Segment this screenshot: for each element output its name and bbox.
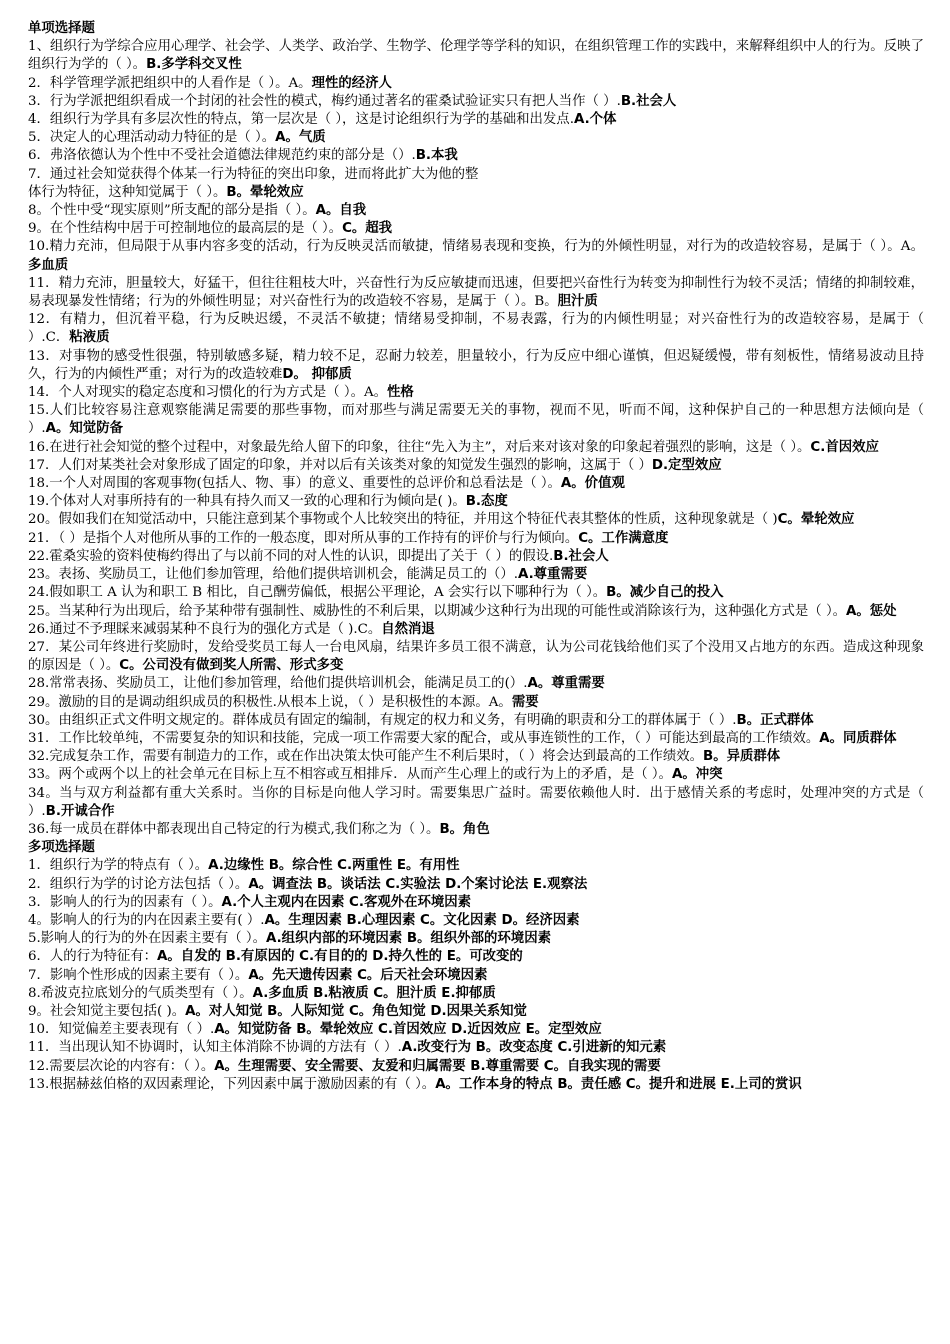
multiple-question [28,1076,924,1094]
question-text: 4．组织行为学具有多层次性的特点，第一层次是（ ），这是讨论组织行为学的基础和出发点. [28,112,574,128]
answer-text: B.社会人 [620,93,677,109]
question-text: 32.完成复杂工作，需要有制造力的工作，或在作出决策太快可能产生不利后果时，（ ）将会达到最高的工作绩效。 [28,749,703,765]
single-question [28,311,924,347]
single-question [28,785,924,821]
single-question [28,712,924,730]
single-question [28,475,924,493]
single-question [28,821,924,839]
answer-text: C。工作满意度 [578,530,669,546]
single-question [28,439,924,457]
single-question [28,129,924,147]
answer-text: B。晕轮效应 [226,184,304,200]
question-text: 8。个性中受“现实原则”所支配的部分是指（ ）。 [28,203,316,219]
answer-text: A。冲突 [671,767,723,783]
question-text: 11．精力充沛，胆量较大，好猛干，但往往粗枝大叶，兴奋性行为反应敏捷而迅速，但要把兴奋性行为转变为抑制性行为较不灵活；情绪的抑制较难，易表现暴发性情绪；行为的外倾性明显；对兴奋性行为的改造较不容易，是属于（ ）。B。 [28,275,924,310]
question-text: 6．人的行为特征有： [28,949,158,965]
question-text: 2．组织行为学的讨论方法包括（ ）。 [28,876,249,892]
question-text: 7．影响个性形成的因素主要有（ ）。 [28,967,249,983]
multiple-question [28,1058,924,1076]
answer-text: A。知觉防备 B。晕轮效应 C.首因效应 D.近因效应 E。定型效应 [214,1022,602,1038]
single-question [28,220,924,238]
question-text: 18.一个人对周围的客观事物(包括人、物、事）的意义、重要性的总评价和总看法是（ ）。 [28,476,561,492]
single-question [28,639,924,675]
question-text: 36.每一成员在群体中都表现出自己特定的行为模式,我们称之为（ ）。 [28,821,440,837]
question-text: 20。假如我们在知觉活动中，只能注意到某个事物或个人比较突出的特征，并用这个特征代表其整体的性质，这种现象就是（ ) [28,512,778,528]
question-text: 25。当某种行为出现后，给予某种带有强制性、威胁性的不利后果，以期减少这种行为出现的可能性或消除该行为，这种强化方式是（ ）。 [28,603,847,619]
single-question [28,202,924,220]
answer-text: A.多血质 B.粘液质 C。胆汁质 E.抑郁质 [252,985,496,1001]
question-text: 22.霍桑实验的资料使梅约得出了与以前不同的对人性的认识，即提出了关于（ ）的假设. [28,548,554,564]
question-text: 30。由组织正式文件明文规定的。群体成员有固定的编制，有规定的权力和义务，有明确的职责和分工的群体属于（ ）. [28,712,737,728]
answer-text: A。自发的 B.有原因的 C.有目的的 D.持久性的 E。可改变的 [157,949,523,965]
answer-text: A。同质群体 [819,730,897,746]
multiple-choice-list [28,857,924,1094]
question-text: 13．对事物的感受性很强，特别敏感多疑，精力较不足，忍耐力较差，胆量较小，行为反应中细心谨慎，但迟疑缓慢，带有刻板性，情绪易波动且持久，行为的内倾性严重；对行为的改造较难 [28,348,924,382]
question-text: 5.影响人的行为的外在因素主要有（ ）。 [28,931,266,947]
question-text: 31．工作比较单纯，不需要复杂的知识和技能，完成一项工作需要大家的配合，或从事连锁性的工作，（ ）可能达到最高的工作绩效。 [28,730,820,746]
single-question [28,675,924,693]
multiple-question [28,930,924,948]
answer-text: D。 抑郁质 [282,366,352,382]
question-text: 27．某公司年终进行奖励时，发给受奖员工每人一台电风扇，结果许多员工很不满意，认为公司花钱给他们买了个没用又占地方的东西。造成这种现象的原因是（ ）。 [28,639,924,674]
answer-text: A。尊重需要 [527,676,605,692]
answer-text: A。生理因素 B.心理因素 C。文化因素 D。经济因素 [264,912,580,928]
answer-text: B.开诚合作 [45,803,115,819]
question-text: 13.根据赫兹伯格的双因素理论，下列因素中属于激励因素的有（ ）。 [28,1076,436,1092]
single-question [28,384,924,402]
question-text: 12.需要层次论的内容有：（ ）。 [28,1058,215,1074]
single-question [28,111,924,129]
multiple-question [28,912,924,930]
answer-text: 多血质 [28,257,69,273]
single-question [28,511,924,529]
answer-text: B.社会人 [553,548,609,564]
answer-text: A。气质 [275,130,326,146]
question-text: 2．科学管理学派把组织中的人看作是（ ）。A。 [28,75,312,91]
answer-text: A。调查法 B。谈话法 C.实验法 D.个案讨论法 E.观察法 [248,876,588,892]
question-text: 21．（ ）是指个人对他所从事的工作的一般态度，即对所从事的工作持有的评价与行为倾向。 [28,530,579,546]
single-question [28,530,924,548]
single-question [28,457,924,475]
question-text: 11．当出现认知不协调时，认知主体消除不协调的方法有（ ）. [28,1040,402,1056]
question-text: 33。两个或两个以上的社会单元在目标上互不相容或互相排斥．从而产生心理上的或行为上的矛盾，是（ ）。 [28,767,672,783]
single-question [28,75,924,93]
answer-text: C。公司没有做到奖人所需、形式多变 [119,658,344,674]
answer-text: 粘液质 [69,330,110,346]
answer-text: 自然消退 [381,621,435,637]
question-text: 29。激励的目的是调动组织成员的积极性.从根本上说，（ ）是积极性的本源。A。 [28,694,512,710]
answer-text: A.个体 [573,112,617,128]
answer-text: A.尊重需要 [517,567,588,583]
multiple-choice-heading: 多项选择题 [28,840,95,856]
single-question [28,748,924,766]
question-text: 23。表扬、奖励员工，让他们参加管理，给他们提供培训机会，能满足员工的（）. [28,567,518,583]
single-question [28,603,924,621]
answer-text: A。工作本身的特点 B。责任感 C。提升和进展 E.上司的赏识 [435,1076,802,1092]
answer-text: A。对人知觉 B。人际知觉 C。角色知觉 D.因果关系知觉 [185,1003,527,1019]
answer-text: A。生理需要、安全需要、友爱和归属需要 B.尊重需要 C。自我实现的需要 [214,1058,661,1074]
question-text: 1．组织行为学的特点有（ ）。 [28,858,209,874]
answer-text: 胆汁质 [557,294,598,310]
answer-text: A。惩处 [846,603,897,619]
answer-text: 理性的经济人 [311,75,392,91]
single-question [28,166,924,202]
single-choice-heading: 单项选择题 [28,21,95,36]
question-text: 34。当与双方利益都有重大关系时。当你的目标是向他人学习时。需要集思广益时。需要依赖他人时．出于感情关系的考虑时，处理冲突的方式是（ ）. [28,785,924,819]
question-text: 3．影响人的行为的因素有（ ）。 [28,894,222,910]
single-question [28,493,924,511]
answer-text: A。先天遗传因素 C。后天社会环境因素 [248,967,488,983]
single-question [28,275,924,311]
multiple-question [28,857,924,875]
single-question [28,238,924,274]
question-text: 19.个体对人对事所持有的一种具有持久而又一致的心理和行为倾向是( )。 [28,494,466,510]
multiple-question [28,894,924,912]
answer-text: D.定型效应 [651,457,722,473]
question-text: 9。在个性结构中居于可控制地位的最高层的是（ ）。 [28,221,343,237]
question-text: 9。社会知觉主要包括( )。 [28,1003,186,1019]
single-question [28,38,924,74]
answer-text: B。异质群体 [703,749,781,765]
answer-text: B。减少自己的投入 [606,585,724,601]
question-text: 15.人们比较容易注意观察能满足需要的那些事物，而对那些与满足需要无关的事物，视而不见，听而不闻，这种保护自己的一种思想方法倾向是（ ）. [28,403,924,437]
answer-text: B.多学科交叉性 [146,57,242,73]
answer-text: B。正式群体 [736,712,814,728]
question-text: 6．弗洛依德认为个性中不受社会道德法律规范约束的部分是（）. [28,148,416,164]
single-question [28,93,924,111]
question-text: 12．有精力，但沉着平稳，行为反映迟缓，不灵活不敏捷；情绪易受抑制，不易表露，行为的内倾性明显；对兴奋性行为的改造较容易，是属于（ ）.C． [28,312,924,346]
answer-text: 性格 [387,385,414,401]
question-text: 8.希波克拉底划分的气质类型有（ ）。 [28,985,253,1001]
answer-text: A.边缘性 B。综合性 C.两重性 E。有用性 [208,858,460,874]
multiple-question [28,1003,924,1021]
single-question [28,621,924,639]
multiple-question [28,985,924,1003]
question-text: 14．个人对现实的稳定态度和习惯化的行为方式是（ ）。A。 [28,385,388,401]
question-text: 4。影响人的行为的内在因素主要有( ）. [28,912,265,928]
single-question [28,402,924,438]
question-text: 体行为特征，这种知觉属于（ ）。 [28,184,227,200]
single-question [28,348,924,384]
multiple-question [28,948,924,966]
single-question [28,584,924,602]
single-question [28,766,924,784]
multiple-question [28,1039,924,1057]
answer-text: C。超我 [342,221,393,237]
multiple-question [28,967,924,985]
answer-text: A。自我 [315,203,367,219]
question-text: 1、组织行为学综合应用心理学、社会学、人类学、政治学、生物学、伦理学等学科的知识，在组织管理工作的实践中，来解释组织中人的行为。反映了组织行为学的（ ）。 [28,39,924,73]
answer-text: A。价值观 [560,476,625,492]
answer-text: A.组织内部的环境因素 B。组织外部的环境因素 [265,931,551,947]
single-question [28,548,924,566]
single-question [28,566,924,584]
answer-text: A.改变行为 B。改变态度 C.引进新的知元素 [401,1040,667,1056]
question-text: 3．行为学派把组织看成一个封闭的社会性的模式，梅约通过著名的霍桑试验证实只有把人当作（ ）. [28,93,621,109]
multiple-question [28,876,924,894]
single-question [28,730,924,748]
answer-text: A.个人主观内在因素 C.客观外在环境因素 [221,894,472,910]
single-choice-list [28,38,924,839]
question-text: 24.假如职工 A 认为和职工 B 相比，自己酬劳偏低，根据公平理论，A 会实行以下哪种行为（ ）。 [28,585,607,601]
question-text: 26.通过不予理睬来减弱某种不良行为的强化方式是（ ).C。 [28,621,382,637]
answer-text: B.态度 [465,494,508,510]
answer-text: B.本我 [415,148,458,164]
answer-text: A。知觉防备 [45,421,123,437]
answer-text: 需要 [511,694,539,710]
question-text: 10.精力充沛，但局限于从事内容多变的活动，行为反映灵活而敏捷，情绪易表现和变换，行为的外倾性明显，对行为的改造较容易，是属于（ ）。A。 [28,239,924,255]
question-text: 16.在进行社会知觉的整个过程中，对象最先给人留下的印象，往往“先入为主”，对后来对该对象的印象起着强烈的影响，这是（ ）。 [28,439,811,455]
question-text: 5．决定人的心理活动动力特征的是（ ）。 [28,130,276,146]
question-text: 28.常常表扬、奖励员工，让他们参加管理，给他们提供培训机会，能满足员工的(）. [28,676,528,692]
answer-text: B。角色 [439,821,490,837]
question-text: 7．通过社会知觉获得个体某一行为特征的突出印象，进而将此扩大为他的整 [28,166,479,182]
answer-text: C.首因效应 [810,439,879,455]
answer-text: C。晕轮效应 [777,512,855,528]
single-question [28,694,924,712]
question-text: 10．知觉偏差主要表现有（ ）. [28,1022,215,1038]
single-question [28,147,924,165]
question-text: 17．人们对某类社会对象形成了固定的印象，并对以后有关该类对象的知觉发生强烈的影响，这属于（ ） [28,457,652,473]
multiple-question [28,1021,924,1039]
